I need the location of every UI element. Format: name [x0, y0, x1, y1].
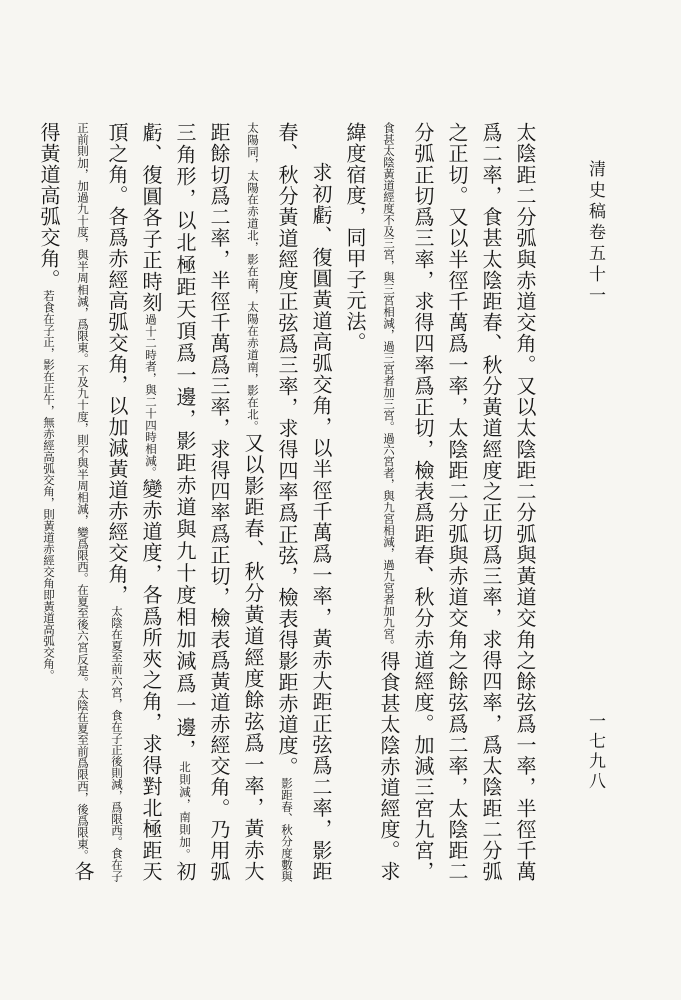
page-number: 一七九八 [585, 712, 605, 792]
running-header: 清史稿卷五十一 [585, 160, 605, 307]
text-run: 又以影距春、秋分黃道經度餘弦爲一率，黃赤大距餘切爲二率，半徑千萬爲三率，求得四率爲正切，檢表爲黃道赤經交角。乃用弧三角形，以北極距天頂爲一邊，影距赤道與九十度相加減爲一邊， [173, 122, 265, 883]
text-run: 初虧、復圓各子正時刻 [139, 122, 197, 883]
annotation-note: 過十二時者，與二十四時相減。 [144, 313, 158, 479]
text-run: 各得黃道高弧交角。 [37, 122, 95, 882]
annotation-note: 影距春、秋分度數與太陽同，太陽在赤道北，影在南，太陽在赤道南，影在北。 [246, 122, 294, 883]
main-text [37, 122, 542, 883]
annotation-note: 食甚太陰黃道經度不及三宮，與三宮相減，過三宮者加三宮。過六宮者，與九宮相減，過九宮者加九宮。 [382, 122, 396, 651]
paragraph [32, 122, 338, 882]
annotation-note: 太陰在夏至前六宮，食在子正後則減，爲限西。食在子正前則加，加過九十度，與半周相減，爲限東。不及九十度，則不與半周相減，變爲限西。在夏至後六宮反是。太陰在夏至前爲限西，後爲限東。 [76, 122, 124, 883]
text-run: 得食甚太陰赤道經度。求緯度宿度，同甲子元法。 [343, 122, 401, 882]
text-run: 求初虧、復圓黃道高弧交角，以半徑千萬爲一率，黃赤大距正弦爲二率，影距春、秋分黃道經度正弦爲三率，求得四率爲正弦，檢表得影距赤道度。 [275, 122, 333, 882]
annotation-note: 若食在子正，影在正午，無赤經高弧交角，則黃道赤經交角即黃道高弧交角。 [42, 290, 56, 681]
text-run: 變赤道度，各爲所夾之角，求得對北極距天頂之角。各爲赤經高弧交角，以加減黃道赤經交角， [105, 122, 163, 883]
text-run: 太陰距二分弧與赤道交角。又以太陰距二分弧與黃道交角之餘弦爲一率，半徑千萬爲二率，食甚太陰距春、秋分黃道經度之正切爲三率，求得四率，爲太陰距二分弧之正切。又以半徑千萬爲一率，太陰距二分弧與赤道交角之餘弦爲二率，太陰距二分弧正切爲三率，求得四率爲正切，檢表爲距春、秋分赤道經度。加減三宮九宮， [411, 122, 537, 882]
paragraph [338, 122, 542, 882]
annotation-note: 北則減，南則加。 [178, 760, 192, 862]
